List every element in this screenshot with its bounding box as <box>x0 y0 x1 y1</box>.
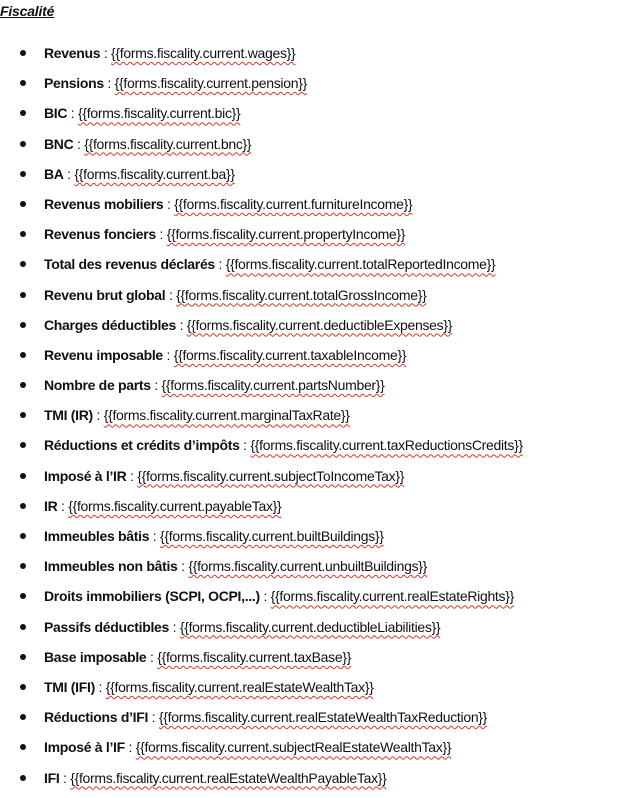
item-value: {{forms.fiscality.current.payableTax}} <box>68 497 282 514</box>
item-value: {{forms.fiscality.current.bic}} <box>78 105 241 122</box>
item-label: Revenus <box>44 45 101 61</box>
item-value: {{forms.fiscality.current.bnc}} <box>84 135 252 152</box>
item-label: Revenus fonciers <box>44 226 156 243</box>
list-item <box>0 103 635 133</box>
item-value: {{forms.fiscality.current.subjectRealEstateWealthTax}} <box>135 739 452 756</box>
bullet-icon <box>20 231 26 237</box>
bullet-icon <box>20 624 26 630</box>
list-item <box>0 134 635 164</box>
item-value: {{forms.fiscality.current.marginalTaxRate}} <box>103 407 350 424</box>
item-separator: : <box>239 437 251 454</box>
item-label: Imposé à l’IF <box>44 739 125 756</box>
item-separator: : <box>177 558 189 575</box>
item-separator: : <box>63 165 75 182</box>
bullet-icon <box>20 593 26 599</box>
list-item <box>0 707 635 737</box>
list-item <box>0 345 635 375</box>
item-label: Immeubles non bâtis <box>44 558 178 575</box>
item-separator: : <box>163 195 175 212</box>
item-label: IR <box>44 497 58 514</box>
list-item <box>0 224 635 254</box>
list-item <box>0 586 635 616</box>
item-value: {{forms.fiscality.current.taxableIncome}} <box>173 346 407 363</box>
item-label: BNC <box>44 135 74 152</box>
bullet-icon <box>20 382 26 388</box>
item-separator: : <box>150 377 162 394</box>
list-item <box>0 768 635 798</box>
item-label: Total des revenus déclarés <box>44 256 215 273</box>
item-value: {{forms.fiscality.current.subjectToIncomeTax}} <box>137 467 405 484</box>
bullet-icon <box>20 80 26 86</box>
item-label: Passifs déductibles <box>44 618 170 635</box>
bullet-icon <box>20 563 26 569</box>
bullet-icon <box>20 744 26 750</box>
bullet-icon <box>20 775 26 781</box>
item-value: {{forms.fiscality.current.totalGrossIncome}} <box>176 286 427 303</box>
item-separator: : <box>103 75 115 92</box>
bullet-icon <box>20 442 26 448</box>
list-item <box>0 496 635 526</box>
bullet-icon <box>20 654 26 660</box>
item-label: Imposé à l’IR <box>44 467 127 484</box>
bullet-icon <box>20 684 26 690</box>
list-item <box>0 526 635 556</box>
item-value: {{forms.fiscality.current.realEstateRights}} <box>270 588 514 605</box>
item-label: IFI <box>44 769 60 786</box>
list-item <box>0 737 635 767</box>
item-label: Base imposable <box>44 648 147 665</box>
item-separator: : <box>169 618 180 635</box>
list-item <box>0 285 635 315</box>
item-label: Réductions et crédits d’impôts <box>44 437 240 454</box>
item-label: TMI (IR) <box>44 407 93 424</box>
item-separator: : <box>165 286 177 303</box>
bullet-icon <box>20 473 26 479</box>
bullet-icon <box>20 322 26 328</box>
list-item <box>0 677 635 707</box>
bullet-icon <box>20 412 26 418</box>
list-item <box>0 375 635 405</box>
bullet-icon <box>20 50 26 56</box>
bullet-icon <box>20 352 26 358</box>
item-separator: : <box>126 467 138 484</box>
item-separator: : <box>155 226 167 243</box>
bullet-icon <box>20 201 26 207</box>
item-separator: : <box>67 105 78 122</box>
item-label: BA <box>44 165 64 182</box>
item-separator: : <box>176 316 187 333</box>
bullet-icon <box>20 292 26 298</box>
bullet-icon <box>20 110 26 116</box>
list-item <box>0 617 635 647</box>
list-item <box>0 647 635 677</box>
list-item <box>0 43 635 73</box>
item-value: {{forms.fiscality.current.taxReductionsCredits}} <box>250 437 523 454</box>
item-label: BIC <box>44 105 68 122</box>
item-separator: : <box>162 346 174 363</box>
list-item <box>0 315 635 345</box>
item-separator: : <box>124 739 136 756</box>
fiscality-list <box>0 43 635 798</box>
item-label: TMI (IFI) <box>44 678 95 695</box>
item-separator: : <box>259 588 271 605</box>
item-separator: : <box>148 709 159 726</box>
bullet-icon <box>20 714 26 720</box>
item-value: {{forms.fiscality.current.realEstateWealthPayableTax}} <box>70 769 387 786</box>
bullet-icon <box>20 533 26 539</box>
item-label: Revenu brut global <box>44 286 166 303</box>
list-item <box>0 73 635 103</box>
item-separator: : <box>94 678 106 695</box>
list-item <box>0 435 635 465</box>
item-value: {{forms.fiscality.current.partsNumber}} <box>161 377 385 394</box>
item-separator: : <box>149 528 160 544</box>
list-item <box>0 194 635 224</box>
bullet-icon <box>20 171 26 177</box>
item-label: Revenus mobiliers <box>44 195 164 212</box>
bullet-icon <box>20 141 26 147</box>
item-separator: : <box>146 648 158 665</box>
item-value: {{forms.fiscality.current.ba}} <box>74 165 235 182</box>
item-value: {{forms.fiscality.current.furnitureIncome}} <box>174 195 413 212</box>
item-value: {{forms.fiscality.current.realEstateWealthTax}} <box>105 678 374 695</box>
list-item <box>0 556 635 586</box>
item-value: {{forms.fiscality.current.deductibleExpenses}} <box>186 316 453 333</box>
item-value: {{forms.fiscality.current.pension}} <box>114 75 307 92</box>
item-value: {{forms.fiscality.current.unbuiltBuildings}} <box>188 558 428 575</box>
item-value: {{forms.fiscality.current.builtBuildings}} <box>160 528 384 544</box>
item-value: {{forms.fiscality.current.propertyIncome}} <box>166 226 406 243</box>
item-value: {{forms.fiscality.current.realEstateWealthTaxReduction}} <box>158 709 488 726</box>
section-title: Fiscalité <box>0 3 55 19</box>
item-separator: : <box>73 135 85 152</box>
item-label: Nombre de parts <box>44 377 151 394</box>
item-label: Charges déductibles <box>44 316 177 333</box>
item-label: Droits immobiliers (SCPI, OCPI,...) <box>44 588 260 605</box>
item-label: Immeubles bâtis <box>44 528 150 544</box>
item-label: Revenu imposable <box>44 346 163 363</box>
bullet-icon <box>20 503 26 509</box>
item-value: {{forms.fiscality.current.deductibleLiabilities}} <box>179 618 441 635</box>
item-separator: : <box>100 45 112 61</box>
item-separator: : <box>92 407 104 424</box>
item-value: {{forms.fiscality.current.wages}} <box>111 45 296 61</box>
bullet-icon <box>20 261 26 267</box>
item-value: {{forms.fiscality.current.totalReportedIncome}} <box>225 256 496 273</box>
item-value: {{forms.fiscality.current.taxBase}} <box>157 648 352 665</box>
list-item <box>0 164 635 194</box>
item-separator: : <box>57 497 69 514</box>
item-separator: : <box>214 256 226 273</box>
list-item <box>0 466 635 496</box>
item-label: Réductions d’IFI <box>44 709 149 726</box>
list-item <box>0 254 635 284</box>
item-separator: : <box>59 769 71 786</box>
item-label: Pensions <box>44 75 104 92</box>
list-item <box>0 405 635 435</box>
